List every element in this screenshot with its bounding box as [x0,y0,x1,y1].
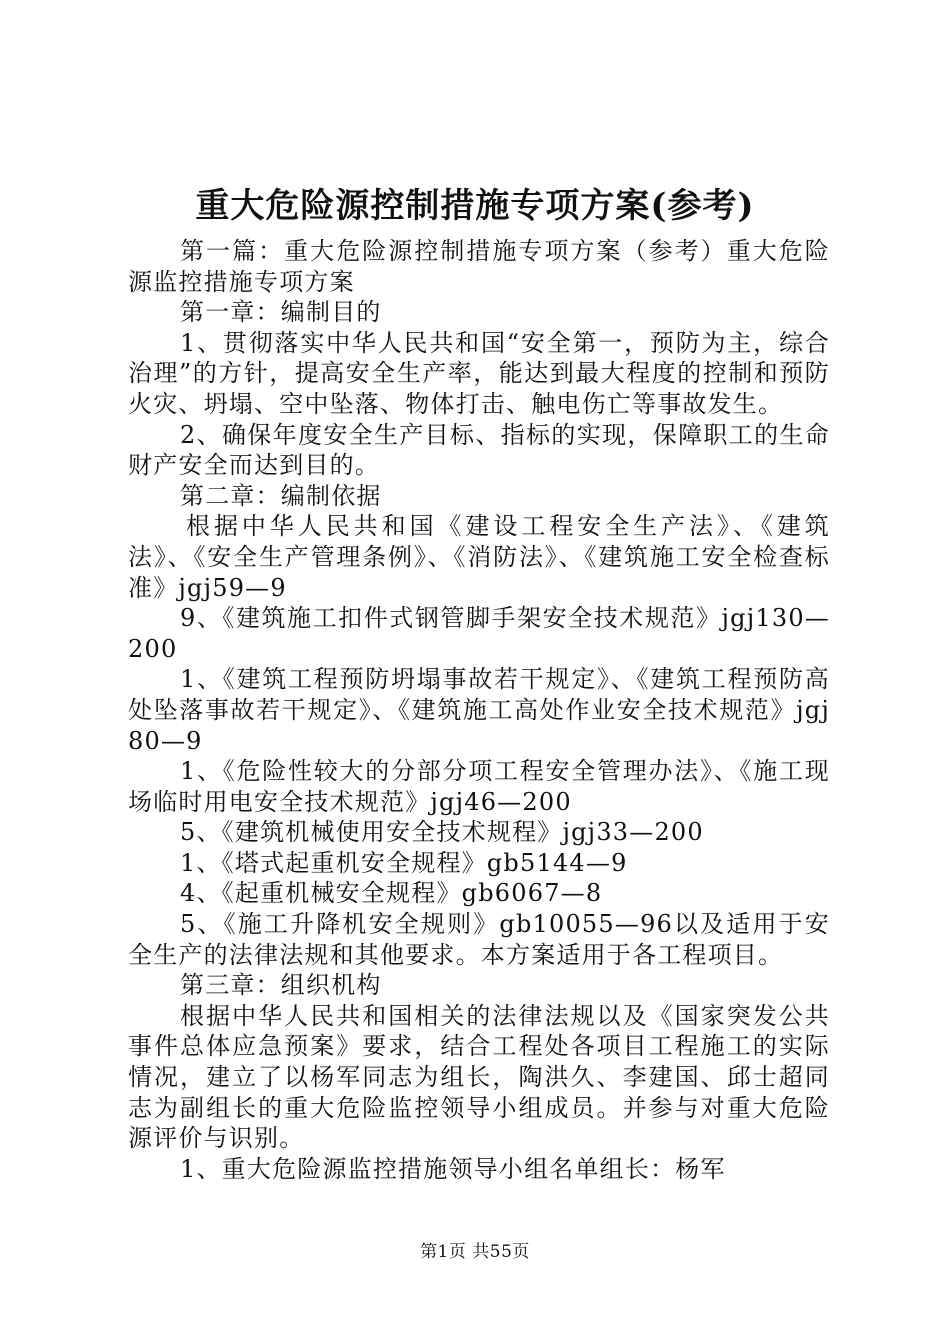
page-number-footer: 第1页 共55页 [420,1242,530,1262]
paragraph-basis-scaffold: 9、《建筑施工扣件式钢管脚手架安全技术规范》jgj130—200 [128,604,830,663]
paragraph-basis-machinery: 5、《建筑机械使用安全技术规程》jgj33—200 [180,818,704,847]
heading-chapter-two: 第二章：编制依据 [180,481,382,510]
paragraph-basis-collapse: 1、《建筑工程预防坍塌事故若干规定》、《建筑工程预防高处坠落事故若干规定》、《建筑施工高处作业安全技术规范》jgj80—9 [128,665,830,755]
paragraph-part-one: 第一篇：重大危险源控制措施专项方案（参考）重大危险源监控措施专项方案 [128,237,830,296]
paragraph-basis-hazard: 1、《危险性较大的分部分项工程安全管理办法》、《施工现场临时用电安全技术规范》jgj46—200 [128,757,830,816]
document-body [128,236,830,1184]
paragraph-basis-lifting: 4、《起重机械安全规程》gb6067—8 [180,879,603,908]
paragraph-basis-intro: 根据中华人民共和国《建设工程安全生产法》、《建筑法》、《安全生产管理条例》、《消防法》、《建筑施工安全检查标准》jgj59—9 [128,512,830,602]
paragraph-basis-elevator: 5、《施工升降机安全规则》gb10055—96以及适用于安全生产的法律法规和其他要求。本方案适用于各工程项目。 [128,910,830,969]
heading-chapter-one: 第一章：编制目的 [180,298,382,327]
paragraph-purpose-2: 2、确保年度安全生产目标、指标的实现，保障职工的生命财产安全而达到目的。 [128,420,830,480]
heading-chapter-three: 第三章：组织机构 [180,971,382,1000]
paragraph-organization: 根据中华人民共和国相关的法律法规以及《国家突发公共事件总体应急预案》要求，结合工程处各项目工程施工的实际情况，建立了以杨军同志为组长，陶洪久、李建国、邱士超同志为副组长的重大危险监控领导小组成员。并参与对重大危险源评价与识别。 [128,1001,830,1153]
paragraph-purpose-1: 1、贯彻落实中华人民共和国“安全第一，预防为主，综合治理”的方针，提高安全生产率，能达到最大程度的控制和预防火灾、坍塌、空中坠落、物体打击、触电伤亡等事故发生。 [128,328,830,418]
paragraph-basis-tower-crane: 1、《塔式起重机安全规程》gb5144—9 [180,848,628,877]
paragraph-leader-list: 1、重大危险源监控措施领导小组名单组长：杨军 [180,1154,726,1183]
document-title: 重大危险源控制措施专项方案(参考) [195,186,755,226]
